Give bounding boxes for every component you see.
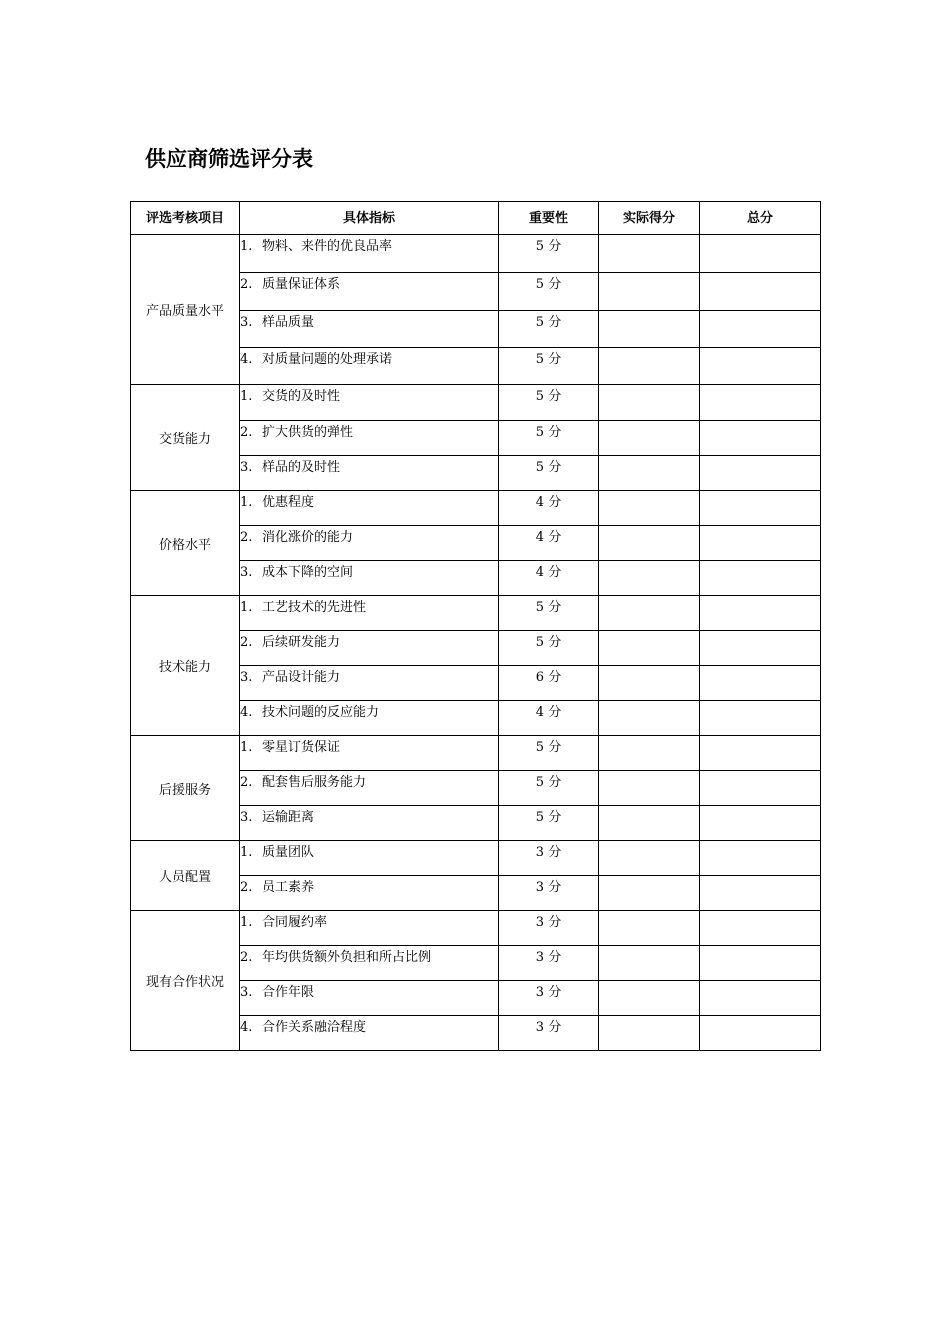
- indicator-cell: [240, 631, 499, 666]
- indicator-number: 4.: [240, 1020, 253, 1035]
- indicator-text: 合同履约率: [262, 915, 328, 930]
- indicator-number: 2.: [240, 530, 253, 545]
- category-cell: 价格水平: [131, 491, 240, 596]
- total-score-cell[interactable]: [700, 385, 821, 421]
- indicator-cell: [240, 235, 499, 273]
- actual-score-cell[interactable]: [599, 841, 700, 876]
- actual-score-cell[interactable]: [599, 736, 700, 771]
- header-category: 评选考核项目: [131, 202, 240, 235]
- total-score-cell[interactable]: [700, 348, 821, 385]
- indicator-text: 消化涨价的能力: [262, 530, 354, 545]
- importance-cell: 5 分: [499, 596, 599, 631]
- importance-cell: 3 分: [499, 911, 599, 946]
- importance-cell: 5 分: [499, 273, 599, 311]
- score-table: [130, 201, 821, 1051]
- indicator-number: 1.: [240, 740, 253, 755]
- importance-cell: 4 分: [499, 526, 599, 561]
- indicator-text: 年均供货额外负担和所占比例: [262, 950, 432, 965]
- indicator-number: 3.: [240, 565, 253, 580]
- actual-score-cell[interactable]: [599, 421, 700, 456]
- actual-score-cell[interactable]: [599, 1016, 700, 1051]
- importance-cell: 5 分: [499, 806, 599, 841]
- indicator-cell: [240, 348, 499, 385]
- category-cell: 后援服务: [131, 736, 240, 841]
- actual-score-cell[interactable]: [599, 348, 700, 385]
- indicator-cell: [240, 421, 499, 456]
- header-importance: 重要性: [499, 202, 599, 235]
- total-score-cell[interactable]: [700, 876, 821, 911]
- actual-score-cell[interactable]: [599, 631, 700, 666]
- indicator-number: 3.: [240, 810, 253, 825]
- table-row: [131, 235, 821, 273]
- importance-cell: 4 分: [499, 491, 599, 526]
- importance-cell: 5 分: [499, 771, 599, 806]
- importance-cell: 3 分: [499, 876, 599, 911]
- total-score-cell[interactable]: [700, 666, 821, 701]
- importance-cell: 5 分: [499, 456, 599, 491]
- indicator-text: 质量团队: [262, 845, 315, 860]
- actual-score-cell[interactable]: [599, 806, 700, 841]
- total-score-cell[interactable]: [700, 911, 821, 946]
- importance-cell: 6 分: [499, 666, 599, 701]
- indicator-text: 交货的及时性: [262, 389, 341, 404]
- importance-cell: 3 分: [499, 946, 599, 981]
- actual-score-cell[interactable]: [599, 911, 700, 946]
- total-score-cell[interactable]: [700, 561, 821, 596]
- total-score-cell[interactable]: [700, 491, 821, 526]
- actual-score-cell[interactable]: [599, 456, 700, 491]
- indicator-text: 合作关系融洽程度: [262, 1020, 367, 1035]
- indicator-number: 2.: [240, 277, 253, 292]
- indicator-cell: [240, 311, 499, 348]
- indicator-number: 3.: [240, 315, 253, 330]
- indicator-cell: [240, 456, 499, 491]
- actual-score-cell[interactable]: [599, 385, 700, 421]
- indicator-text: 员工素养: [262, 880, 315, 895]
- importance-cell: 3 分: [499, 1016, 599, 1051]
- importance-cell: 5 分: [499, 736, 599, 771]
- indicator-cell: [240, 701, 499, 736]
- category-cell: 人员配置: [131, 841, 240, 911]
- indicator-number: 3.: [240, 985, 253, 1000]
- actual-score-cell[interactable]: [599, 491, 700, 526]
- importance-cell: 3 分: [499, 841, 599, 876]
- indicator-cell: [240, 596, 499, 631]
- indicator-number: 1.: [240, 389, 253, 404]
- indicator-text: 配套售后服务能力: [262, 775, 367, 790]
- total-score-cell[interactable]: [700, 235, 821, 273]
- header-indicator: 具体指标: [240, 202, 499, 235]
- total-score-cell[interactable]: [700, 631, 821, 666]
- table-row: [131, 596, 821, 631]
- actual-score-cell[interactable]: [599, 235, 700, 273]
- actual-score-cell[interactable]: [599, 526, 700, 561]
- indicator-cell: [240, 666, 499, 701]
- table-row: [131, 736, 821, 771]
- indicator-text: 扩大供货的弹性: [262, 425, 354, 440]
- indicator-text: 运输距离: [262, 810, 315, 825]
- actual-score-cell[interactable]: [599, 273, 700, 311]
- indicator-text: 技术问题的反应能力: [262, 705, 380, 720]
- category-cell: 技术能力: [131, 596, 240, 736]
- total-score-cell[interactable]: [700, 841, 821, 876]
- total-score-cell[interactable]: [700, 946, 821, 981]
- table-row: [131, 385, 821, 421]
- indicator-cell: [240, 981, 499, 1016]
- table-row: [131, 911, 821, 946]
- importance-cell: 5 分: [499, 348, 599, 385]
- indicator-number: 2.: [240, 635, 253, 650]
- indicator-cell: [240, 385, 499, 421]
- indicator-text: 产品设计能力: [262, 670, 341, 685]
- actual-score-cell[interactable]: [599, 666, 700, 701]
- indicator-cell: [240, 736, 499, 771]
- importance-cell: 4 分: [499, 701, 599, 736]
- indicator-number: 2.: [240, 880, 253, 895]
- total-score-cell[interactable]: [700, 596, 821, 631]
- total-score-cell[interactable]: [700, 1016, 821, 1051]
- table-row: [131, 841, 821, 876]
- indicator-cell: [240, 876, 499, 911]
- indicator-cell: [240, 771, 499, 806]
- indicator-cell: [240, 491, 499, 526]
- indicator-cell: [240, 1016, 499, 1051]
- indicator-number: 2.: [240, 775, 253, 790]
- importance-cell: 3 分: [499, 981, 599, 1016]
- indicator-number: 3.: [240, 460, 253, 475]
- importance-cell: 5 分: [499, 235, 599, 273]
- category-cell: 现有合作状况: [131, 911, 240, 1051]
- indicator-cell: [240, 561, 499, 596]
- actual-score-cell[interactable]: [599, 876, 700, 911]
- table-row: [131, 491, 821, 526]
- importance-cell: 5 分: [499, 421, 599, 456]
- indicator-number: 3.: [240, 670, 253, 685]
- indicator-text: 后续研发能力: [262, 635, 341, 650]
- indicator-cell: [240, 526, 499, 561]
- indicator-text: 对质量问题的处理承诺: [262, 352, 393, 367]
- actual-score-cell[interactable]: [599, 981, 700, 1016]
- indicator-text: 样品的及时性: [262, 460, 341, 475]
- indicator-text: 质量保证体系: [262, 277, 341, 292]
- actual-score-cell[interactable]: [599, 946, 700, 981]
- indicator-number: 2.: [240, 950, 253, 965]
- indicator-number: 2.: [240, 425, 253, 440]
- actual-score-cell[interactable]: [599, 771, 700, 806]
- header-row: [131, 202, 821, 235]
- indicator-number: 1.: [240, 600, 253, 615]
- total-score-cell[interactable]: [700, 701, 821, 736]
- category-cell: 交货能力: [131, 385, 240, 491]
- importance-cell: 5 分: [499, 631, 599, 666]
- indicator-number: 1.: [240, 239, 253, 254]
- page-title: 供应商筛选评分表: [145, 147, 313, 171]
- indicator-number: 1.: [240, 915, 253, 930]
- total-score-cell[interactable]: [700, 771, 821, 806]
- importance-cell: 5 分: [499, 311, 599, 348]
- indicator-text: 优惠程度: [262, 495, 315, 510]
- total-score-cell[interactable]: [700, 456, 821, 491]
- total-score-cell[interactable]: [700, 311, 821, 348]
- indicator-cell: [240, 806, 499, 841]
- indicator-text: 合作年限: [262, 985, 315, 1000]
- indicator-number: 1.: [240, 845, 253, 860]
- indicator-cell: [240, 946, 499, 981]
- indicator-cell: [240, 841, 499, 876]
- total-score-cell[interactable]: [700, 981, 821, 1016]
- indicator-cell: [240, 911, 499, 946]
- indicator-cell: [240, 273, 499, 311]
- indicator-text: 工艺技术的先进性: [262, 600, 367, 615]
- total-score-cell[interactable]: [700, 421, 821, 456]
- total-score-cell[interactable]: [700, 526, 821, 561]
- total-score-cell[interactable]: [700, 806, 821, 841]
- score-table-body: [131, 235, 821, 1051]
- indicator-text: 成本下降的空间: [262, 565, 354, 580]
- total-score-cell[interactable]: [700, 736, 821, 771]
- indicator-number: 4.: [240, 352, 253, 367]
- category-cell: 产品质量水平: [131, 235, 240, 385]
- actual-score-cell[interactable]: [599, 701, 700, 736]
- indicator-text: 物料、来件的优良品率: [262, 239, 393, 254]
- actual-score-cell[interactable]: [599, 311, 700, 348]
- indicator-text: 零星订货保证: [262, 740, 341, 755]
- importance-cell: 4 分: [499, 561, 599, 596]
- actual-score-cell[interactable]: [599, 596, 700, 631]
- indicator-number: 4.: [240, 705, 253, 720]
- total-score-cell[interactable]: [700, 273, 821, 311]
- importance-cell: 5 分: [499, 385, 599, 421]
- indicator-number: 1.: [240, 495, 253, 510]
- actual-score-cell[interactable]: [599, 561, 700, 596]
- header-total: 总分: [700, 202, 821, 235]
- indicator-text: 样品质量: [262, 315, 315, 330]
- header-actual-score: 实际得分: [599, 202, 700, 235]
